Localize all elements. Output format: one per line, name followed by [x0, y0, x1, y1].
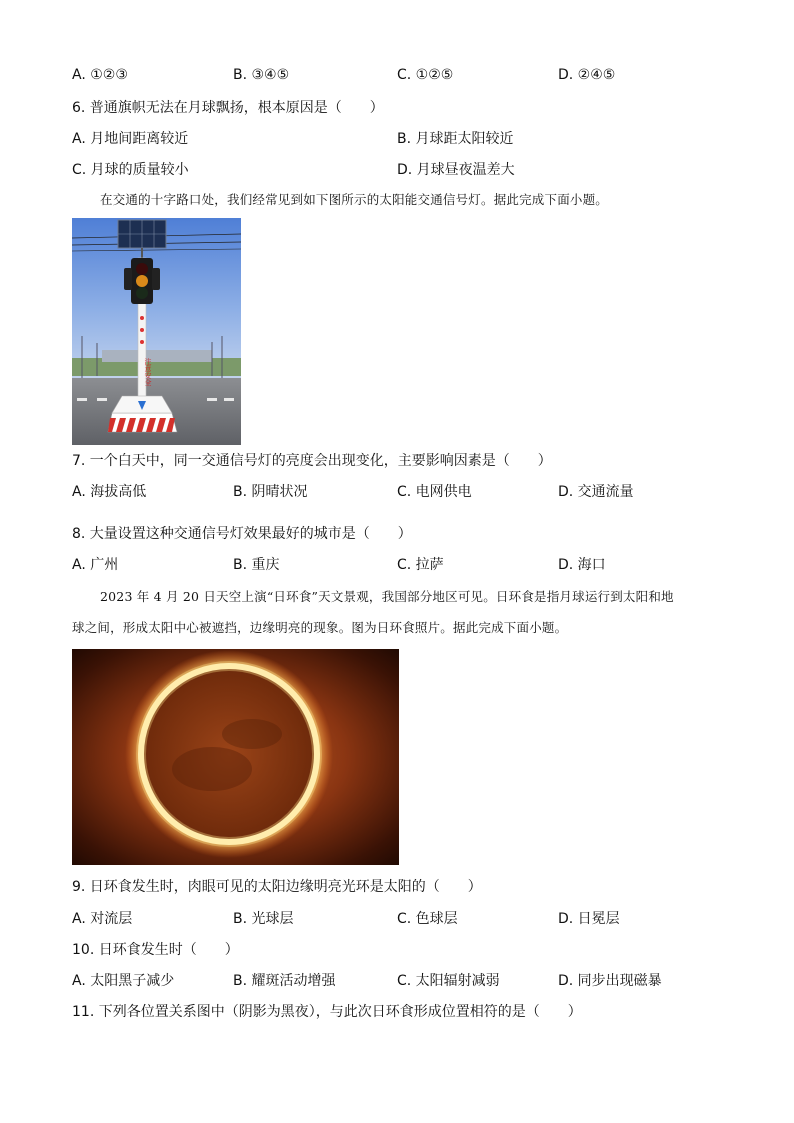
q8-option-a[interactable]: A. 广州 [72, 557, 119, 573]
q7-options [72, 481, 732, 503]
q6-options-row1 [72, 128, 732, 150]
q9-option-c[interactable]: C. 色球层 [397, 911, 458, 927]
q5-option-c[interactable]: C. ①②⑤ [397, 67, 454, 83]
intro-eclipse-line2: 球之间，形成太阳中心被遮挡，边缘明亮的现象。图为日环食照片。据此完成下面小题。 [72, 620, 568, 635]
q11-stem: 11. 下列各位置关系图中（阴影为黑夜），与此次日环食形成位置相符的是（ ） [72, 1004, 582, 1020]
q10-options [72, 970, 732, 992]
q7-option-d[interactable]: D. 交通流量 [558, 484, 634, 500]
q5-option-d[interactable]: D. ②④⑤ [558, 67, 616, 83]
q10-option-b[interactable]: B. 耀斑活动增强 [233, 973, 336, 989]
q9-option-a[interactable]: A. 对流层 [72, 911, 133, 927]
q6-option-d[interactable]: D. 月球昼夜温差大 [397, 162, 515, 178]
solar-traffic-light-photo [72, 218, 241, 445]
q6-option-a[interactable]: A. 月地间距离较近 [72, 131, 189, 147]
q5-options [72, 64, 732, 86]
q8-options [72, 554, 732, 576]
q6-option-c[interactable]: C. 月球的质量较小 [72, 162, 189, 178]
q8-option-d[interactable]: D. 海口 [558, 557, 606, 573]
q10-option-a[interactable]: A. 太阳黑子减少 [72, 973, 175, 989]
q9-option-b[interactable]: B. 光球层 [233, 911, 294, 927]
q7-stem: 7. 一个白天中，同一交通信号灯的亮度会出现变化，主要影响因素是（ ） [72, 453, 552, 469]
q7-option-b[interactable]: B. 阴晴状况 [233, 484, 308, 500]
q10-stem: 10. 日环食发生时（ ） [72, 942, 239, 958]
intro-traffic-light: 在交通的十字路口处，我们经常见到如下图所示的太阳能交通信号灯。据此完成下面小题。 [100, 192, 609, 207]
q8-option-c[interactable]: C. 拉萨 [397, 557, 444, 573]
q5-option-a[interactable]: A. ①②③ [72, 67, 128, 83]
q6-options-row2 [72, 159, 732, 181]
q8-option-b[interactable]: B. 重庆 [233, 557, 280, 573]
q5-option-b[interactable]: B. ③④⑤ [233, 67, 290, 83]
q10-option-d[interactable]: D. 同步出现磁暴 [558, 973, 662, 989]
q9-options [72, 908, 732, 930]
q7-option-a[interactable]: A. 海拔高低 [72, 484, 147, 500]
q8-stem: 8. 大量设置这种交通信号灯效果最好的城市是（ ） [72, 526, 412, 542]
q9-option-d[interactable]: D. 日冕层 [558, 911, 620, 927]
q10-option-c[interactable]: C. 太阳辐射减弱 [397, 973, 500, 989]
sign-text: 注意安全 [144, 358, 152, 386]
intro-eclipse-line1: 2023 年 4 月 20 日天空上演“日环食”天文景观，我国部分地区可见。日环食是指月球运行到太阳和地 [100, 589, 674, 604]
q6-option-b[interactable]: B. 月球距太阳较近 [397, 131, 514, 147]
q6-stem: 6. 普通旗帜无法在月球飘扬，根本原因是（ ） [72, 100, 384, 116]
q9-stem: 9. 日环食发生时，肉眼可见的太阳边缘明亮光环是太阳的（ ） [72, 879, 482, 895]
annular-eclipse-photo [72, 649, 399, 865]
q7-option-c[interactable]: C. 电网供电 [397, 484, 472, 500]
